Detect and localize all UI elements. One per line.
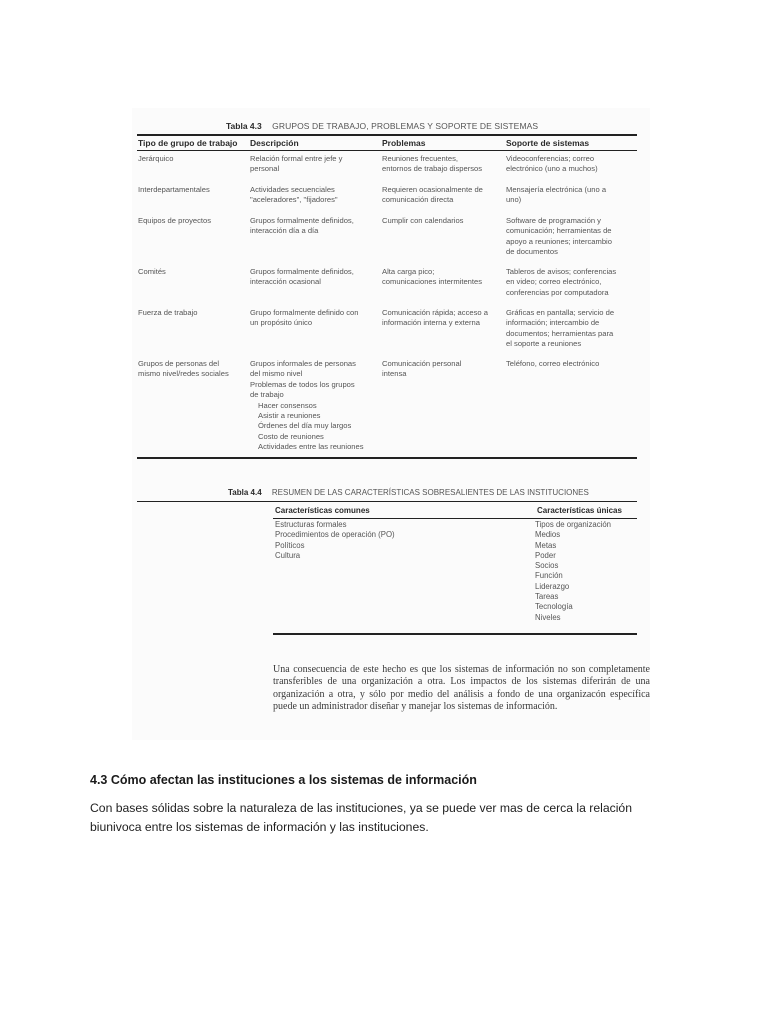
cell-line: un propósito único bbox=[250, 318, 313, 328]
unique-characteristics-list bbox=[535, 520, 611, 623]
table-4-3-caption bbox=[226, 121, 538, 131]
cell-line: Jerárquico bbox=[138, 154, 174, 163]
list-item: Tecnología bbox=[535, 602, 573, 612]
table-cell bbox=[506, 359, 636, 369]
scan-paragraph: Una consecuencia de este hecho es que los sistemas de información no son completamente transferibles de una organización a otra. Los impactos de los sistemas diferirán de una organización a otra, y sólo por medio del análisis a fondo de una organizacón específica puede un administrador diseñar y manejar los sistemas de información. bbox=[273, 664, 650, 712]
list-item: Niveles bbox=[535, 612, 561, 622]
cell-line: mismo nivel/redes sociales bbox=[138, 369, 229, 379]
column-header: Tipo de grupo de trabajo bbox=[138, 138, 238, 148]
cell-line: conferencias por computadora bbox=[506, 287, 609, 297]
cell-line: Equipos de proyectos bbox=[138, 216, 212, 225]
cell-line: documentos; herramientas para bbox=[506, 328, 614, 338]
column-header: Soporte de sistemas bbox=[506, 138, 590, 148]
table-4-4-caption bbox=[228, 488, 589, 497]
list-item: Procedimientos de operación (PO) bbox=[275, 530, 395, 540]
cell-line: comunicación; herramientas de bbox=[506, 226, 612, 236]
cell-line: Problemas de todos los grupos bbox=[250, 379, 355, 389]
table-cell bbox=[506, 216, 636, 258]
cell-subitem: Órdenes del día muy largos bbox=[258, 421, 352, 431]
table-cell bbox=[382, 359, 502, 380]
list-item: Metas bbox=[535, 540, 557, 550]
cell-line: electrónico (uno a muchos) bbox=[506, 164, 598, 174]
cell-line: Videoconferencias; correo bbox=[506, 154, 595, 163]
list-item: Políticos bbox=[275, 540, 305, 550]
column-header: Características únicas bbox=[537, 506, 622, 515]
table-cell bbox=[250, 185, 378, 206]
column-header: Descripción bbox=[250, 138, 299, 148]
table-number: Tabla 4.4 bbox=[228, 488, 262, 497]
table-cell bbox=[506, 267, 636, 298]
table-cell bbox=[250, 216, 378, 237]
table-number: Tabla 4.3 bbox=[226, 121, 262, 131]
cell-line: el soporte a reuniones bbox=[506, 339, 582, 349]
table-rule bbox=[137, 150, 637, 151]
cell-line: entornos de trabajo dispersos bbox=[382, 164, 483, 174]
table-rule bbox=[273, 518, 637, 519]
table-rule bbox=[137, 501, 637, 502]
list-item: Función bbox=[535, 571, 563, 581]
table-cell bbox=[138, 359, 246, 380]
cell-subitem: Asistir a reuniones bbox=[258, 411, 321, 421]
cell-line: personal bbox=[250, 164, 280, 174]
cell-line: Comunicación personal bbox=[382, 359, 462, 368]
table-title: RESUMEN DE LAS CARACTERÍSTICAS SOBRESALIENTES DE LAS INSTITUCIONES bbox=[271, 488, 589, 497]
list-item: Cultura bbox=[275, 550, 301, 560]
cell-line: intensa bbox=[382, 369, 407, 379]
list-item: Poder bbox=[535, 550, 556, 560]
column-header: Problemas bbox=[382, 138, 426, 148]
cell-subitem: Costo de reuniones bbox=[258, 431, 324, 441]
list-item: Medios bbox=[535, 530, 561, 540]
cell-line: Requieren ocasionalmente de bbox=[382, 185, 483, 194]
cell-subitem: Hacer consensos bbox=[258, 400, 317, 410]
table-cell bbox=[382, 154, 502, 175]
cell-line: de documentos bbox=[506, 247, 558, 257]
cell-line: Tableros de avisos; conferencias bbox=[506, 267, 617, 276]
cell-line: Mensajería electrónica (uno a bbox=[506, 185, 607, 194]
cell-subitem: Actividades entre las reuniones bbox=[258, 442, 364, 452]
cell-line: Grupos formalmente definidos, bbox=[250, 267, 354, 276]
table-cell bbox=[250, 308, 378, 329]
table-cell bbox=[506, 308, 636, 350]
cell-line: del mismo nivel bbox=[250, 369, 303, 379]
cell-line: Software de programación y bbox=[506, 216, 601, 225]
table-cell bbox=[138, 185, 246, 195]
cell-line: Reuniones frecuentes, bbox=[382, 154, 458, 163]
cell-line: Grupo formalmente definido con bbox=[250, 308, 359, 317]
section-heading: 4.3 Cómo afectan las instituciones a los sistemas de información bbox=[90, 773, 477, 787]
table-cell bbox=[382, 308, 502, 329]
section-body: Con bases sólidas sobre la naturaleza de las instituciones, ya se puede ver mas de cerca la relación biunivoca entre los sistemas de información y las instituciones. bbox=[90, 801, 632, 834]
table-cell bbox=[382, 185, 502, 206]
cell-line: apoyo a reuniones; intercambio bbox=[506, 236, 612, 246]
cell-line: comunicación directa bbox=[382, 195, 454, 205]
table-rule bbox=[273, 633, 637, 635]
cell-line: de trabajo bbox=[250, 390, 284, 400]
cell-line: Grupos formalmente definidos, bbox=[250, 216, 354, 225]
table-cell bbox=[506, 154, 636, 175]
cell-line: en video; correo electrónico, bbox=[506, 277, 602, 287]
table-rule bbox=[137, 457, 637, 459]
cell-line: "aceleradores", "fijadores" bbox=[250, 195, 338, 205]
cell-line: Gráficas en pantalla; servicio de bbox=[506, 308, 615, 317]
cell-line: Grupos informales de personas bbox=[250, 359, 356, 368]
table-cell bbox=[382, 267, 502, 288]
table-title: GRUPOS DE TRABAJO, PROBLEMAS Y SOPORTE DE SISTEMAS bbox=[272, 121, 539, 131]
cell-line: Comités bbox=[138, 267, 166, 276]
table-cell bbox=[250, 267, 378, 288]
cell-line: Fuerza de trabajo bbox=[138, 308, 198, 317]
cell-line: Actividades secuenciales bbox=[250, 185, 335, 194]
cell-line: interacción día a día bbox=[250, 226, 319, 236]
list-item: Liderazgo bbox=[535, 581, 570, 591]
table-rule bbox=[137, 134, 637, 136]
list-item: Tipos de organización bbox=[535, 520, 611, 529]
cell-line: Cumplir con calendarios bbox=[382, 216, 464, 225]
table-cell bbox=[138, 154, 246, 164]
cell-line: Alta carga pico; bbox=[382, 267, 435, 276]
table-cell bbox=[250, 154, 378, 175]
table-cell bbox=[138, 216, 246, 226]
cell-line: Relación formal entre jefe y bbox=[250, 154, 343, 163]
table-cell bbox=[382, 216, 502, 226]
column-header: Características comunes bbox=[275, 506, 370, 515]
cell-line: uno) bbox=[506, 195, 522, 205]
cell-line: Comunicación rápida; acceso a bbox=[382, 308, 488, 317]
cell-line: información interna y externa bbox=[382, 318, 480, 328]
cell-line: información; intercambio de bbox=[506, 318, 600, 328]
table-cell bbox=[138, 308, 246, 318]
cell-line: Teléfono, correo electrónico bbox=[506, 359, 600, 368]
common-characteristics-list bbox=[275, 520, 395, 561]
table-cell bbox=[506, 185, 636, 206]
table-cell bbox=[138, 267, 246, 277]
cell-line: comunicaciones intermitentes bbox=[382, 277, 483, 287]
list-item: Socios bbox=[535, 561, 559, 571]
cell-line: interacción ocasional bbox=[250, 277, 321, 287]
cell-line: Grupos de personas del bbox=[138, 359, 220, 368]
cell-line: Interdepartamentales bbox=[138, 185, 210, 194]
list-item: Tareas bbox=[535, 592, 559, 602]
list-item: Estructuras formales bbox=[275, 520, 347, 529]
table-cell bbox=[250, 359, 378, 453]
